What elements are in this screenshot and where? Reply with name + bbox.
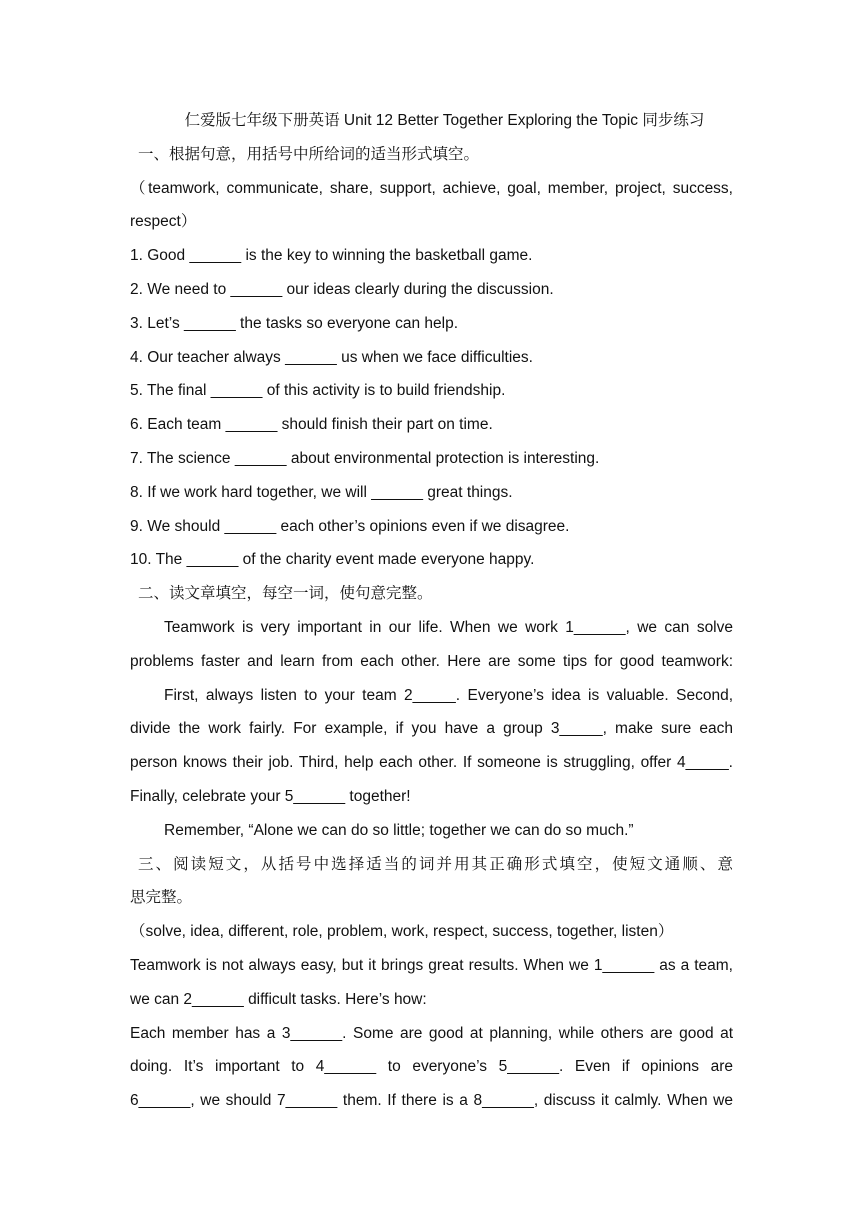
part1-wordbank-line1: （teamwork, communicate, share, support, achieve, goal, member, project, success,: [130, 179, 733, 197]
part2-heading: 二、读文章填空，每空一词，使句意完整。: [138, 585, 433, 603]
part2-p1-line1: Teamwork is very important in our life. When we work 1______, we can solve: [164, 618, 733, 636]
part3-heading-line1: 三、阅读短文，从括号中选择适当的词并用其正确形式填空，使短文通顺、意: [138, 855, 733, 873]
part3-heading-line2: 思完整。: [130, 889, 193, 907]
part1-item-3: 3. Let’s ______ the tasks so everyone can help.: [130, 314, 459, 332]
part3-p2-line3: 6______, we should 7______ them. If there is a 8______, discuss it calmly. When we: [130, 1092, 733, 1110]
part1-item-9: 9. We should ______ each other’s opinions even if we disagree.: [130, 517, 570, 535]
part1-item-2: 2. We need to ______ our ideas clearly during the discussion.: [130, 280, 554, 298]
part2-p2-line4: Finally, celebrate your 5______ together!: [130, 787, 411, 805]
part1-item-10: 10. The ______ of the charity event made everyone happy.: [130, 551, 535, 569]
part2-p2-line3: person knows their job. Third, help each other. If someone is struggling, offer 4_____.: [130, 754, 733, 772]
part2-p2-line2: divide the work fairly. For example, if you have a group 3_____, make sure each: [130, 720, 733, 738]
document-title: 仁爱版七年级下册英语 Unit 12 Better Together Exploring the Topic 同步练习: [184, 112, 705, 129]
part2-p3-line1: Remember, “Alone we can do so little; together we can do so much.”: [164, 821, 634, 839]
part3-p1-line2: we can 2______ difficult tasks. Here’s how:: [130, 990, 427, 1008]
part1-item-4: 4. Our teacher always ______ us when we face difficulties.: [130, 348, 533, 366]
part2-p2-line1: First, always listen to your team 2_____. Everyone’s idea is valuable. Second,: [164, 686, 733, 704]
part2-p1-line2: problems faster and learn from each other. Here are some tips for good teamwork:: [130, 652, 733, 670]
part3-wordbank: （solve, idea, different, role, problem, work, respect, success, together, listen）: [130, 923, 674, 941]
part1-item-6: 6. Each team ______ should finish their part on time.: [130, 416, 493, 434]
part3-p2-line2: doing. It’s important to 4______ to everyone’s 5______. Even if opinions are: [130, 1058, 733, 1076]
part1-item-1: 1. Good ______ is the key to winning the basketball game.: [130, 247, 533, 265]
part3-p1-line1: Teamwork is not always easy, but it brings great results. When we 1______ as a team,: [130, 956, 733, 974]
part1-item-7: 7. The science ______ about environmental protection is interesting.: [130, 449, 600, 467]
part1-item-5: 5. The final ______ of this activity is to build friendship.: [130, 382, 506, 400]
part1-wordbank-line2: respect）: [130, 213, 197, 231]
part3-p2-line1: Each member has a 3______. Some are good at planning, while others are good at: [130, 1024, 733, 1042]
part1-item-8: 8. If we work hard together, we will ______ great things.: [130, 483, 513, 501]
part1-heading: 一、根据句意，用括号中所给词的适当形式填空。: [138, 145, 480, 163]
document-body: [130, 104, 733, 1118]
